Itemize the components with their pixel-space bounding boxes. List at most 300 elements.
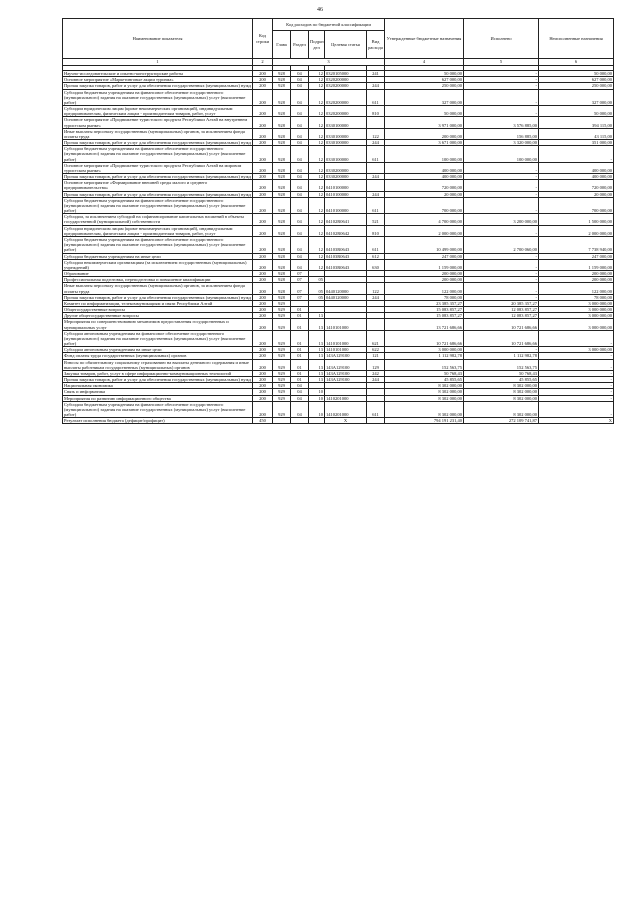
cell-une: 3 000 000,00 — [539, 313, 614, 319]
cell-sub: 10 — [309, 395, 325, 401]
cell-name: Мероприятия по совершенствованию механизмов предоставления государственных и муниципальных услуг — [63, 319, 253, 330]
table-row — [63, 401, 614, 418]
cell-target: 0330100000 — [325, 128, 367, 139]
cell-sec: 01 — [291, 377, 309, 383]
cell-type: 122 — [367, 283, 385, 294]
cell-name: Результат исполнения бюджета (дефицит/профицит) — [63, 418, 253, 424]
cell-name: Субсидии некоммерческим организациям (за исключением государственных (муниципальных) учреждений) — [63, 259, 253, 270]
cell-app: 8 302 000,00 — [385, 401, 464, 418]
table-row — [63, 106, 614, 117]
cell-target: 0320200000 — [325, 106, 367, 117]
cell-exe: 3 320 000,00 — [464, 140, 539, 146]
cell-ch: 929 — [273, 370, 291, 376]
cell-target: 1410101000 — [325, 330, 367, 347]
cell-name: Закупка товаров, работ, услуг в сфере информационно-коммуникационных технологий — [63, 370, 253, 376]
col-num-1: 1 — [63, 59, 253, 66]
cell-name: Субсидии, за исключением субсидий на софинансирование капитальных вложений в объекты государственной (муниципальной) собственности — [63, 214, 253, 225]
table-row — [63, 330, 614, 347]
cell-type: 244 — [367, 83, 385, 89]
cell-app: 400 000,00 — [385, 174, 464, 180]
cell-sec: 01 — [291, 370, 309, 376]
cell-type: 621 — [367, 330, 385, 347]
cell-target: 1410101000 — [325, 319, 367, 330]
cell-sec: 04 — [291, 146, 309, 163]
cell-exe: 10 721 686,66 — [464, 330, 539, 347]
cell-app: 45 855,65 — [385, 377, 464, 383]
cell-une: 3 000 000,00 — [539, 307, 614, 313]
cell-app: 50 000,00 — [385, 71, 464, 77]
cell-name: Связь и информатика — [63, 389, 253, 395]
cell-ch: 928 — [273, 191, 291, 197]
cell-app: 3 671 000,00 — [385, 140, 464, 146]
cell-exe: 50 768,43 — [464, 370, 539, 376]
cell-exe: 8 302 000,00 — [464, 401, 539, 418]
table-row — [63, 162, 614, 173]
cell-une: 50 000,00 — [539, 106, 614, 117]
cell-type: 810 — [367, 106, 385, 117]
cell-app: 3 000 000,00 — [385, 347, 464, 353]
cell-app: 13 721 686,66 — [385, 319, 464, 330]
cell-sub: 12 — [309, 180, 325, 191]
cell-sec: 04 — [291, 214, 309, 225]
table-row — [63, 146, 614, 163]
cell-name: Фонд оплаты труда государственных (муниципальных) органов — [63, 353, 253, 359]
cell-target: 04103R0643 — [325, 253, 367, 259]
cell-sub: 12 — [309, 225, 325, 236]
cell-app: 50 768,43 — [385, 370, 464, 376]
cell-une: - — [539, 401, 614, 418]
cell-code: 200 — [253, 401, 273, 418]
cell-sub: 13 — [309, 319, 325, 330]
cell-sec: 07 — [291, 271, 309, 277]
cell-name: Прочая закупка товаров, работ и услуг для обеспечения государственных (муниципальных) нужд — [64, 294, 252, 300]
cell-name: Основное мероприятие «Продвижение туристского продукта Республики Алтай на мировом туристском рынке» — [63, 162, 253, 173]
cell-target: 0410100000 — [325, 180, 367, 191]
cell-sub: 12 — [309, 106, 325, 117]
table-row — [63, 359, 614, 370]
cell-ch: 929 — [273, 319, 291, 330]
cell-sec: 04 — [291, 401, 309, 418]
cell-name: Общегосударственные вопросы — [63, 307, 253, 313]
cell-name: Основное мероприятие «Формирование внешней среды малого и среднего предпринимательства» — [63, 180, 253, 191]
cell-sub: 13 — [309, 313, 325, 319]
cell-target: 1410201000 — [325, 401, 367, 418]
cell-code: 200 — [253, 307, 273, 313]
cell-code: 200 — [253, 294, 273, 300]
cell-exe: 2 700 060,00 — [464, 236, 539, 253]
cell-code: 200 — [253, 383, 273, 389]
cell-ch: 928 — [273, 140, 291, 146]
cell-name: Иные выплаты персоналу государственных (муниципальных) органов, за исключением фонда оплаты труда — [63, 128, 253, 139]
cell-code: 200 — [253, 271, 273, 277]
cell-target: 0440120000 — [325, 294, 367, 300]
cell-exe: - — [464, 294, 539, 300]
cell-une: 200 000,00 — [539, 271, 614, 277]
budget-execution-table — [62, 18, 614, 424]
cell-app: 327 000,00 — [385, 89, 464, 106]
cell-exe: 10 721 686,66 — [464, 319, 539, 330]
cell-ch: 928 — [273, 117, 291, 128]
table-row — [63, 180, 614, 191]
cell-code: 200 — [253, 370, 273, 376]
cell-sub: 12 — [309, 77, 325, 83]
cell-target: 0330100000 — [325, 140, 367, 146]
cell-app: 23 385 357,27 — [385, 300, 464, 306]
cell-une: - — [539, 389, 614, 395]
cell-ch — [273, 418, 291, 424]
cell-type: 622 — [367, 347, 385, 353]
cell-sec: 04 — [291, 180, 309, 191]
cell-ch: 929 — [273, 330, 291, 347]
cell-sec: 04 — [291, 395, 309, 401]
cell-exe: 12 083 857,27 — [464, 307, 539, 313]
cell-code: 200 — [253, 259, 273, 270]
cell-une: 327 000,00 — [539, 89, 614, 106]
cell-une: 1 159 000,00 — [539, 259, 614, 270]
cell-exe: 8 302 000,00 — [464, 395, 539, 401]
cell-name: Субсидии бюджетным учреждениям на иные цели — [63, 253, 253, 259]
cell-ch: 929 — [273, 300, 291, 306]
cell-ch: 928 — [273, 214, 291, 225]
cell-type — [367, 162, 385, 173]
cell-sec: 01 — [291, 313, 309, 319]
cell-sec: 04 — [291, 83, 309, 89]
cell-code: 200 — [253, 395, 273, 401]
cell-une: 20 000,00 — [539, 191, 614, 197]
cell-exe: - — [464, 225, 539, 236]
table-row — [63, 319, 614, 330]
cell-app: 20 000,00 — [385, 191, 464, 197]
cell-name: Основное мероприятие «Маркетинговые акции туризма» — [63, 77, 253, 83]
cell-sec: 04 — [291, 140, 309, 146]
cell-exe: - — [464, 259, 539, 270]
cell-sub: 10 — [309, 401, 325, 418]
cell-une: - — [539, 146, 614, 163]
cell-exe: - — [464, 191, 539, 197]
cell-target: X — [325, 418, 367, 424]
cell-type: 121 — [367, 353, 385, 359]
cell-sec: 04 — [291, 106, 309, 117]
cell-target: 0440120000 — [325, 283, 367, 294]
cell-code: 450 — [253, 418, 273, 424]
cell-sub: 12 — [309, 259, 325, 270]
cell-une: - — [539, 383, 614, 389]
cell-sub: 12 — [309, 140, 325, 146]
cell-exe: - — [464, 271, 539, 277]
cell-une: - — [539, 395, 614, 401]
cell-sec — [291, 418, 309, 424]
cell-app: 15 083 857,27 — [385, 307, 464, 313]
cell-code: 200 — [253, 319, 273, 330]
cell-une: - — [539, 359, 614, 370]
cell-name: Субсидии бюджетным учреждениям на финансовое обеспечение государственного (муниципального) задания на оказание государственных (муниципальных) услуг (выполнение работ) — [63, 236, 253, 253]
cell-type: 611 — [367, 89, 385, 106]
cell-type: 244 — [367, 294, 385, 300]
cell-type — [367, 117, 385, 128]
cell-code: 200 — [253, 77, 273, 83]
cell-sub: 05 — [309, 294, 325, 300]
cell-type: 611 — [367, 146, 385, 163]
cell-code: 200 — [253, 359, 273, 370]
cell-sec: 04 — [291, 77, 309, 83]
cell-une: 3 000 000,00 — [539, 319, 614, 330]
cell-code: 200 — [253, 225, 273, 236]
cell-ch: 928 — [273, 77, 291, 83]
cell-code: 200 — [253, 140, 273, 146]
cell-code: 200 — [253, 330, 273, 347]
cell-target: 0330200000 — [325, 174, 367, 180]
table-row — [63, 418, 614, 424]
cell-sec: 01 — [291, 353, 309, 359]
cell-app: 152 563,75 — [385, 359, 464, 370]
cell-ch: 928 — [273, 197, 291, 214]
cell-type: 244 — [367, 191, 385, 197]
cell-sub: 13 — [309, 347, 325, 353]
cell-target: 04102R0641 — [325, 214, 367, 225]
cell-type: 244 — [367, 174, 385, 180]
cell-target: 143A129100 — [325, 377, 367, 383]
cell-sub: 05 — [309, 277, 325, 283]
cell-sec: 01 — [291, 359, 309, 370]
cell-sec: 01 — [291, 330, 309, 347]
cell-sec: 04 — [291, 191, 309, 197]
cell-target: 143A129100 — [325, 370, 367, 376]
cell-target: 0320105000 — [325, 71, 367, 77]
cell-name: Мероприятия по развитию информационного общества — [63, 395, 253, 401]
cell-target: 0410100000 — [325, 191, 367, 197]
cell-exe: - — [464, 197, 539, 214]
cell-ch: 928 — [273, 259, 291, 270]
table-row — [63, 140, 614, 146]
cell-une: - — [539, 330, 614, 347]
cell-ch: 928 — [273, 253, 291, 259]
cell-target: 04103R0643 — [325, 236, 367, 253]
cell-name: Субсидии юридическим лицам (кроме некоммерческих организаций), индивидуальным предпринимателям, физическим лицам - производителям товаров, работ, услуг — [63, 225, 253, 236]
cell-app: 200 000,00 — [385, 128, 464, 139]
header-executed: Исполнено — [464, 19, 539, 59]
cell-ch: 929 — [273, 353, 291, 359]
cell-sec: 01 — [291, 347, 309, 353]
cell-type: 241 — [367, 71, 385, 77]
table-row — [63, 128, 614, 139]
cell-code: 200 — [253, 117, 273, 128]
cell-une: 400 000,00 — [539, 174, 614, 180]
cell-ch: 928 — [273, 106, 291, 117]
cell-sub: 13 — [309, 359, 325, 370]
cell-ch: 928 — [273, 146, 291, 163]
cell-code: 200 — [253, 191, 273, 197]
cell-une: 3 000 000,00 — [539, 347, 614, 353]
cell-sub: 12 — [309, 71, 325, 77]
header-classification: Код расходов по бюджетной классификации — [273, 19, 385, 31]
cell-ch: 928 — [273, 71, 291, 77]
cell-name: Субсидии бюджетным учреждениям на финансовое обеспечение государственного (муниципального) задания на оказание государственных (муниципальных) услуг (выполнение работ) — [63, 401, 253, 418]
header-type: Вид расхода — [367, 31, 385, 59]
cell-une: 1 500 000,00 — [539, 214, 614, 225]
cell-une: 50 000,00 — [539, 71, 614, 77]
cell-sec: 04 — [291, 117, 309, 128]
col-num-6: 6 — [539, 59, 614, 66]
cell-app: 700 000,00 — [385, 197, 464, 214]
cell-ch: 928 — [273, 271, 291, 277]
cell-ch: 928 — [273, 236, 291, 253]
cell-name: Иные выплаты персоналу государственных (муниципальных) органов, за исключением фонда оплаты труда — [63, 283, 253, 294]
table-row — [63, 117, 614, 128]
column-numbers-row — [63, 59, 614, 66]
cell-exe: 3 576 885,00 — [464, 117, 539, 128]
table-row — [63, 283, 614, 294]
cell-sub: 12 — [309, 191, 325, 197]
cell-code: 200 — [253, 377, 273, 383]
page-number: 46 — [317, 7, 323, 13]
cell-app: 1 159 000,00 — [385, 259, 464, 270]
cell-une: 200 000,00 — [539, 277, 614, 283]
cell-une: 250 000,00 — [539, 83, 614, 89]
cell-une: 394 115,00 — [539, 117, 614, 128]
cell-app: 78 000,00 — [385, 294, 464, 300]
cell-app: 200 000,00 — [385, 277, 464, 283]
table-row — [63, 259, 614, 270]
cell-code: 200 — [253, 283, 273, 294]
cell-name: Субсидии бюджетным учреждениям на финансовое обеспечение государственного (муниципального) задания на оказание государственных (муниципальных) услуг (выполнение работ) — [63, 197, 253, 214]
cell-name: Образование — [63, 271, 253, 277]
cell-une: 351 000,00 — [539, 140, 614, 146]
cell-exe: 156 885,00 — [464, 128, 539, 139]
cell-app: 50 000,00 — [385, 106, 464, 117]
cell-une: 2 000 000,00 — [539, 225, 614, 236]
cell-exe: 3 200 000,00 — [464, 214, 539, 225]
cell-code: 200 — [253, 146, 273, 163]
cell-app: 8 302 000,00 — [385, 395, 464, 401]
cell-exe: - — [464, 347, 539, 353]
cell-target: 0320200000 — [325, 83, 367, 89]
cell-app: 10 721 686,66 — [385, 330, 464, 347]
cell-sub: 12 — [309, 214, 325, 225]
cell-target: 0410100000 — [325, 197, 367, 214]
cell-ch: 928 — [273, 225, 291, 236]
cell-exe: - — [464, 89, 539, 106]
header-subsection: Подраз дел — [309, 31, 325, 59]
cell-exe: - — [464, 106, 539, 117]
cell-code: 200 — [253, 128, 273, 139]
cell-ch: 929 — [273, 359, 291, 370]
cell-ch: 929 — [273, 377, 291, 383]
col-num-4: 4 — [385, 59, 464, 66]
header-chapter: Глава — [273, 31, 291, 59]
table-row — [63, 89, 614, 106]
cell-ch: 928 — [273, 180, 291, 191]
cell-type: 521 — [367, 214, 385, 225]
cell-ch: 928 — [273, 283, 291, 294]
header-section: Раздел — [291, 31, 309, 59]
cell-name: Субсидии автономным учреждениям на иные цели — [63, 347, 253, 353]
cell-type — [367, 319, 385, 330]
cell-type: 122 — [367, 128, 385, 139]
cell-code: 200 — [253, 214, 273, 225]
cell-sub: 05 — [309, 283, 325, 294]
cell-type: 810 — [367, 225, 385, 236]
cell-target: 0330200000 — [325, 162, 367, 173]
cell-sec: 04 — [291, 253, 309, 259]
cell-une: 700 000,00 — [539, 197, 614, 214]
cell-sec: 07 — [291, 277, 309, 283]
col-num-2: 2 — [253, 59, 273, 66]
cell-sec: 04 — [291, 225, 309, 236]
cell-ch: 929 — [273, 395, 291, 401]
cell-name: Прочая закупка товаров, работ и услуг для обеспечения государственных (муниципальных) нужд — [64, 83, 252, 89]
cell-type: 630 — [367, 259, 385, 270]
cell-type: 242 — [367, 370, 385, 376]
cell-sec: 04 — [291, 128, 309, 139]
cell-app: 627 000,00 — [385, 77, 464, 83]
cell-sub: 13 — [309, 353, 325, 359]
cell-sec: 04 — [291, 162, 309, 173]
table-row — [63, 197, 614, 214]
cell-ch: 928 — [273, 89, 291, 106]
cell-app: 250 000,00 — [385, 83, 464, 89]
col-num-3: 3 — [273, 59, 385, 66]
cell-une: - — [539, 377, 614, 383]
cell-name: Субсидии автономным учреждениям на финансовое обеспечение государственного (муниципального) задания на оказание государственных (муниципальных) услуг (выполнение работ) — [63, 330, 253, 347]
cell-name: Комитет по информатизации, телекоммуникациям и связи Республики Алтай — [63, 300, 253, 306]
header-target: Целевая статья — [325, 31, 367, 59]
cell-name: Прочая закупка товаров, работ и услуг для обеспечения государственных (муниципальных) нужд — [64, 140, 252, 146]
cell-target: 0320200000 — [325, 77, 367, 83]
cell-une: 78 000,00 — [539, 294, 614, 300]
header-name: Наименование показателя — [63, 19, 253, 59]
cell-code: 200 — [253, 71, 273, 77]
cell-app: 100 000,00 — [385, 146, 464, 163]
header-approved: Утвержденные бюджетные назначения — [385, 19, 464, 59]
cell-une: 122 000,00 — [539, 283, 614, 294]
cell-ch: 929 — [273, 383, 291, 389]
cell-code: 200 — [253, 300, 273, 306]
cell-sub — [309, 418, 325, 424]
cell-une: 720 000,00 — [539, 180, 614, 191]
cell-name: Взносы по обязательному социальному страхованию на выплаты денежного содержания и иные выплаты работникам государственных (муниципальных) органов — [63, 359, 253, 370]
cell-exe: 272 109 741,87 — [464, 418, 539, 424]
cell-exe: 8 302 000,00 — [464, 389, 539, 395]
cell-sub: 12 — [309, 83, 325, 89]
cell-target: 1410101000 — [325, 347, 367, 353]
cell-code: 200 — [253, 174, 273, 180]
cell-code: 200 — [253, 353, 273, 359]
cell-exe: 20 385 357,27 — [464, 300, 539, 306]
cell-sec: 01 — [291, 307, 309, 313]
cell-exe: 100 000,00 — [464, 146, 539, 163]
cell-app: 1 112 982,78 — [385, 353, 464, 359]
cell-une: - — [539, 353, 614, 359]
cell-sec: 04 — [291, 259, 309, 270]
cell-ch: 928 — [273, 277, 291, 283]
cell-sec: 04 — [291, 236, 309, 253]
cell-target: 143A129100 — [325, 353, 367, 359]
cell-name: Субсидии бюджетным учреждениям на финансовое обеспечение государственного (муниципального) задания на оказание государственных (муниципальных) услуг (выполнение работ) — [63, 146, 253, 163]
header-code: Код строки — [253, 19, 273, 59]
cell-app: 8 302 000,00 — [385, 383, 464, 389]
cell-target: 0330100000 — [325, 146, 367, 163]
cell-sub: 10 — [309, 389, 325, 395]
cell-ch: 928 — [273, 174, 291, 180]
cell-name: Субсидии юридическим лицам (кроме некоммерческих организаций), индивидуальным предпринимателям, физическим лицам - производителям товаров, работ, услуг — [63, 106, 253, 117]
cell-code: 200 — [253, 89, 273, 106]
cell-sub: 12 — [309, 117, 325, 128]
cell-type: 129 — [367, 359, 385, 370]
cell-exe: 8 302 000,00 — [464, 383, 539, 389]
cell-une: 3 000 000,00 — [539, 300, 614, 306]
cell-ch: 928 — [273, 162, 291, 173]
cell-une: 400 000,00 — [539, 162, 614, 173]
